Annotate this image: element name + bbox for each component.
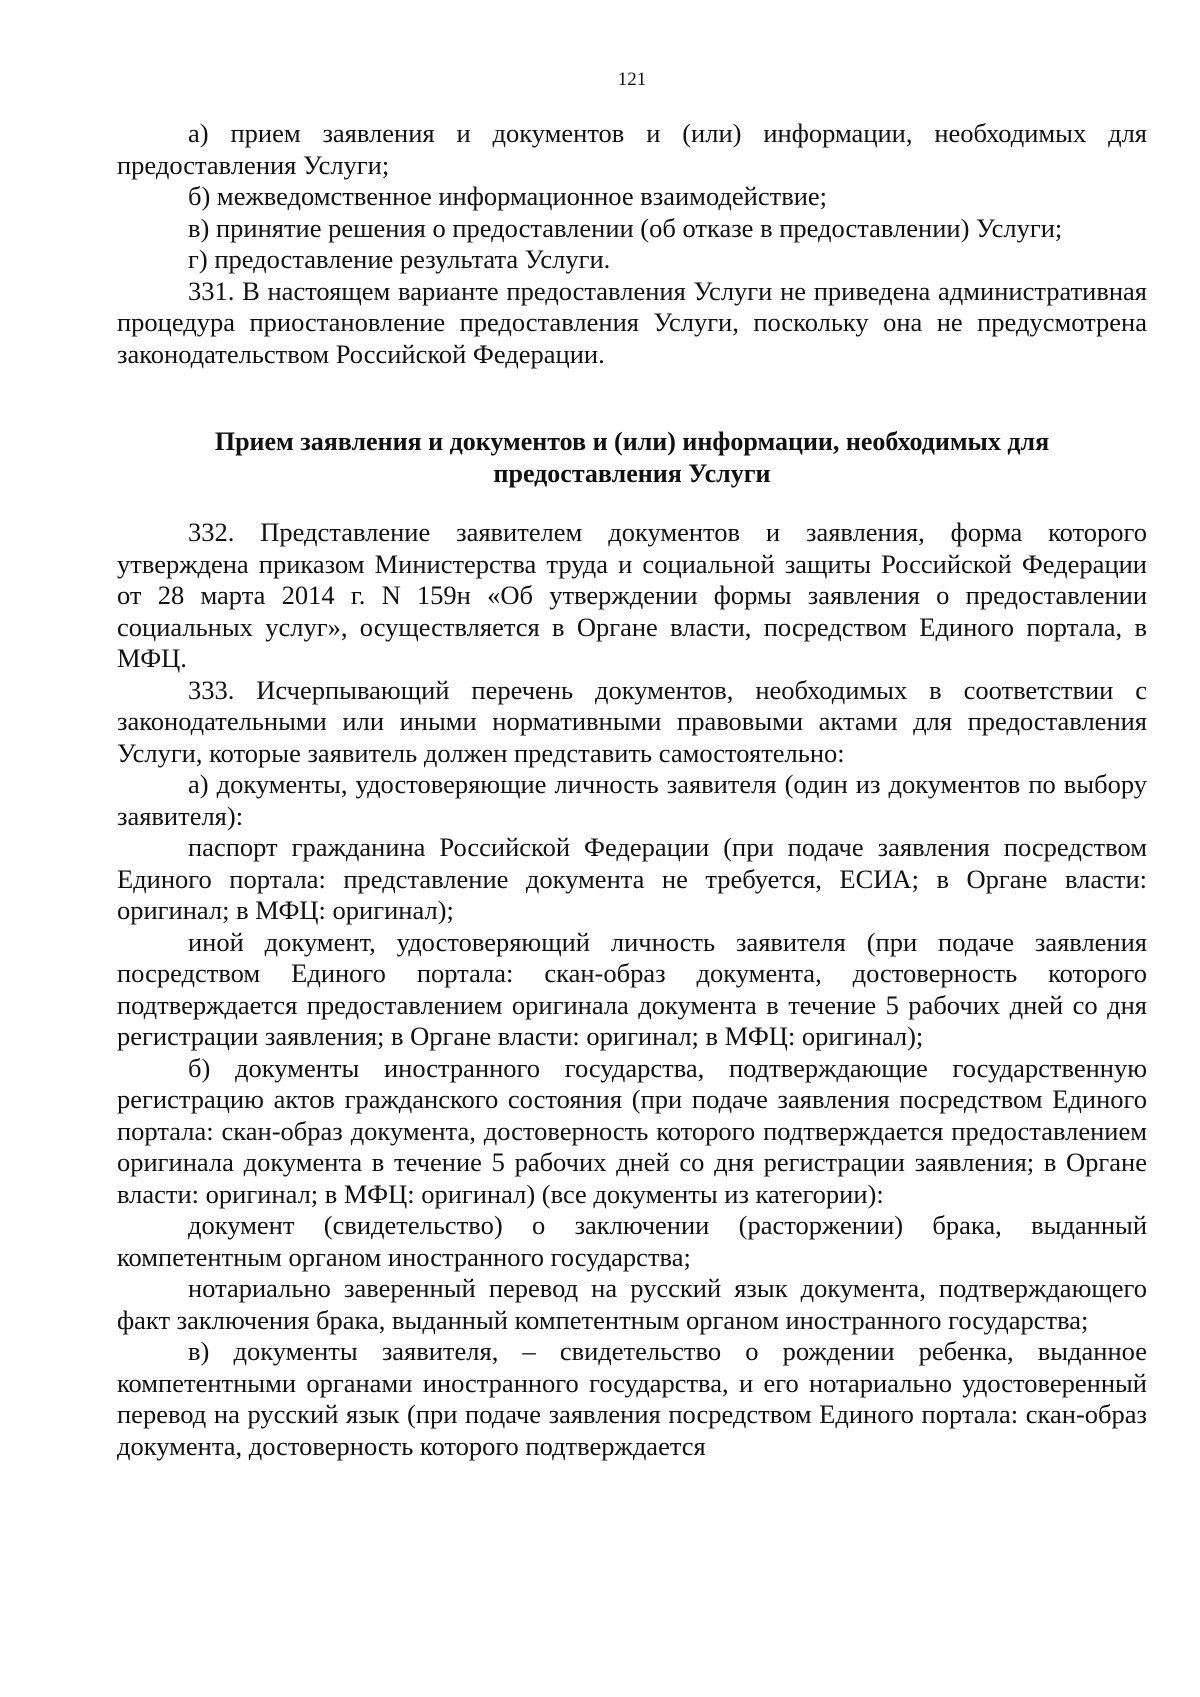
paragraph-passport: паспорт гражданина Российской Федерации (при подаче заявления посредством Единого портала: представление документа не требуется, ЕСИА; в Органе власти: оригинал; в МФЦ: оригинал); [117, 832, 1147, 925]
section-heading: Прием заявления и документов и (или) информации, необходимых для предоставления Услуги [214, 427, 1050, 488]
paragraph-other-id: иной документ, удостоверяющий личность заявителя (при подаче заявления посредством Единого портала: скан-образ документа, достоверность которого подтверждается предоставлением оригинала документа в течение 5 рабочих дней со дня регистрации заявления; в Органе власти: оригинал; в МФЦ: оригинал); [117, 926, 1147, 1051]
paragraph-331: 331. В настоящем варианте предоставления Услуги не приведена административная процедура приостановление предоставления Услуги, поскольку она не предусмотрена законодательством Российской Федерации. [117, 275, 1147, 369]
document-body [117, 118, 1147, 1462]
paragraph-333-a: а) документы, удостоверяющие личность заявителя (один из документов по выбору заявителя): [117, 769, 1147, 831]
paragraph-item-b: б) межведомственное информационное взаимодействие; [188, 181, 828, 211]
paragraph-332: 332. Представление заявителем документов и заявления, форма которого утверждена приказом Министерства труда и социальной защиты Российской Федерации от 28 марта 2014 г. N 159н «Об утверждении формы заявления о предоставлении социальных услуг», осуществляется в Органе власти, посредством Единого портала, в МФЦ. [117, 517, 1147, 673]
paragraph-notarized-translation: нотариально заверенный перевод на русский язык документа, подтверждающего факт заключения брака, выданный компетентным органом иностранного государства; [117, 1273, 1147, 1335]
paragraph-item-a: а) прием заявления и документов и (или) информации, необходимых для предоставления Услуги; [117, 118, 1147, 180]
page-number: 121 [617, 69, 647, 90]
paragraph-item-v: в) принятие решения о предоставлении (об отказе в предоставлении) Услуги; [188, 212, 1063, 243]
paragraph-333: 333. Исчерпывающий перечень документов, необходимых в соответствии с законодательными или иными нормативными правовыми актами для предоставления Услуги, которые заявитель должен представить самостоятельно: [117, 674, 1147, 768]
paragraph-item-g: г) предоставление результата Услуги. [188, 244, 611, 274]
paragraph-marriage-certificate: документ (свидетельство) о заключении (расторжении) брака, выданный компетентным органом иностранного государства; [117, 1210, 1147, 1272]
paragraph-333-v: в) документы заявителя, – свидетельство о рождении ребенка, выданное компетентными органами иностранного государства, и его нотариально удостоверенный перевод на русский язык (при подаче заявления посредством Единого портала: скан-образ документа, достоверность которого подтверждается [117, 1336, 1147, 1461]
paragraph-333-b: б) документы иностранного государства, подтверждающие государственную регистрацию актов гражданского состояния (при подаче заявления посредством Единого портала: скан-образ документа, достоверность которого подтверждается предоставлением оригинала документа в течение 5 рабочих дней со дня регистрации заявления; в Органе власти: оригинал; в МФЦ: оригинал) (все документы из категории): [117, 1052, 1147, 1209]
